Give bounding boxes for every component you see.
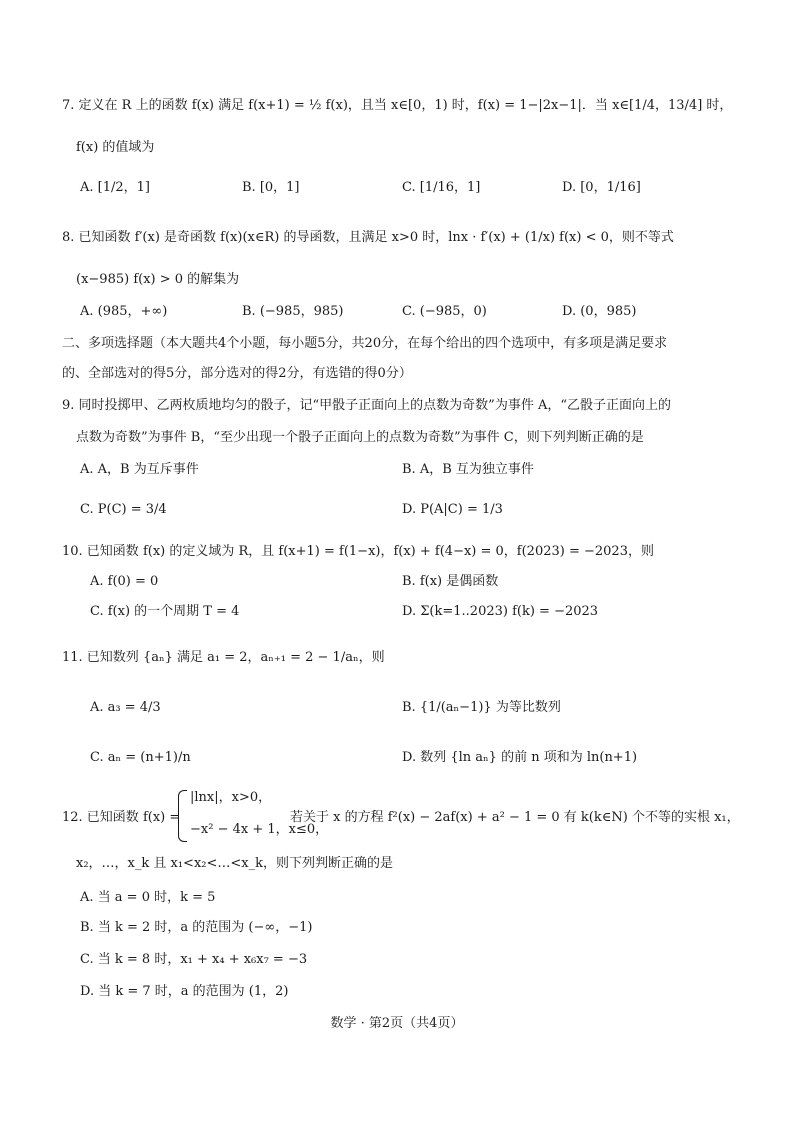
q12-option-d: D. 当 k = 7 时，a 的范围为 (1，2) [80, 984, 289, 999]
q8-option-c: C. (−985，0) [402, 304, 487, 319]
q12-brace [178, 790, 187, 842]
section2-heading: 二、多项选择题（本大题共4个小题，每小题5分，共20分，在每个给出的四个选项中，有多项是满足要求 [62, 336, 668, 351]
q11-option-a: A. a₃ = 4/3 [90, 700, 161, 715]
q8-option-a: A. (985，+∞) [80, 304, 168, 319]
page-footer: 数学 · 第2页（共4页） [330, 1016, 464, 1031]
q9-option-d: D. P(A|C) = 1/3 [402, 502, 503, 517]
q12-stem: 若关于 x 的方程 f²(x) − 2af(x) + a² − 1 = 0 有 k(k∈N) 个不等的实根 x₁， [290, 810, 740, 825]
q10-option-d: D. Σ(k=1..2023) f(k) = −2023 [402, 604, 599, 619]
q8-option-d: D. (0，985) [562, 304, 637, 319]
q7-option-c: C. [1/16，1] [402, 180, 481, 195]
q9-stem: 9. 同时投掷甲、乙两枚质地均匀的骰子，记“甲骰子正面向上的点数为奇数”为事件 A，“乙骰子正面向上的 [62, 398, 671, 413]
q8-option-b: B. (−985，985) [242, 304, 344, 319]
q10-option-c: C. f(x) 的一个周期 T = 4 [90, 604, 240, 619]
q9-option-b: B. A，B 互为独立事件 [402, 462, 534, 477]
q12-case-2: −x² − 4x + 1，x≤0， [190, 822, 329, 837]
q9-option-a: A. A，B 为互斥事件 [80, 462, 199, 477]
q10-stem: 10. 已知函数 f(x) 的定义域为 R，且 f(x+1) = f(1−x)，f(x) + f(4−x) = 0，f(2023) = −2023，则 [62, 544, 654, 559]
q7-stem-cont: f(x) 的值域为 [76, 140, 155, 155]
q12-option-c: C. 当 k = 8 时，x₁ + x₄ + x₆x₇ = −3 [80, 952, 308, 967]
q12-case-1: |lnx|，x>0， [190, 790, 272, 805]
q11-stem: 11. 已知数列 {aₙ} 满足 a₁ = 2，aₙ₊₁ = 2 − 1/aₙ，则 [62, 650, 385, 665]
section2-heading-cont: 的、全部选对的得5分，部分选对的得2分，有选错的得0分） [62, 366, 412, 381]
q10-option-a: A. f(0) = 0 [90, 574, 159, 589]
q10-option-b: B. f(x) 是偶函数 [402, 574, 499, 589]
q8-stem: 8. 已知函数 f′(x) 是奇函数 f(x)(x∈R) 的导函数，且满足 x>0 时，lnx · f′(x) + (1/x) f(x) < 0，则不等式 [62, 230, 674, 245]
q7-option-a: A. [1/2，1] [80, 180, 150, 195]
q7-stem: 7. 定义在 R 上的函数 f(x) 满足 f(x+1) = ½ f(x)，且当 x∈[0，1) 时，f(x) = 1−|2x−1|．当 x∈[1/4，13/4] 时， [62, 98, 733, 113]
q11-option-b: B. {1/(aₙ−1)} 为等比数列 [402, 700, 561, 715]
q8-stem-cont: (x−985) f(x) > 0 的解集为 [76, 272, 240, 287]
q11-option-d: D. 数列 {ln aₙ} 的前 n 项和为 ln(n+1) [402, 750, 638, 765]
q9-option-c: C. P(C) = 3/4 [80, 502, 167, 517]
q12-option-a: A. 当 a = 0 时，k = 5 [80, 890, 216, 905]
q11-option-c: C. aₙ = (n+1)/n [90, 750, 191, 765]
q12-option-b: B. 当 k = 2 时，a 的范围为 (−∞，−1) [80, 920, 313, 935]
q12-label: 12. 已知函数 f(x) = [62, 810, 181, 825]
q9-stem-cont: 点数为奇数”为事件 B，“至少出现一个骰子正面向上的点数为奇数”为事件 C，则下列判断正确的是 [76, 430, 644, 445]
q7-option-d: D. [0，1/16] [562, 180, 641, 195]
q7-option-b: B. [0，1] [242, 180, 300, 195]
q12-stem-cont: x₂，…，x_k 且 x₁<x₂<…<x_k，则下列判断正确的是 [76, 856, 393, 871]
